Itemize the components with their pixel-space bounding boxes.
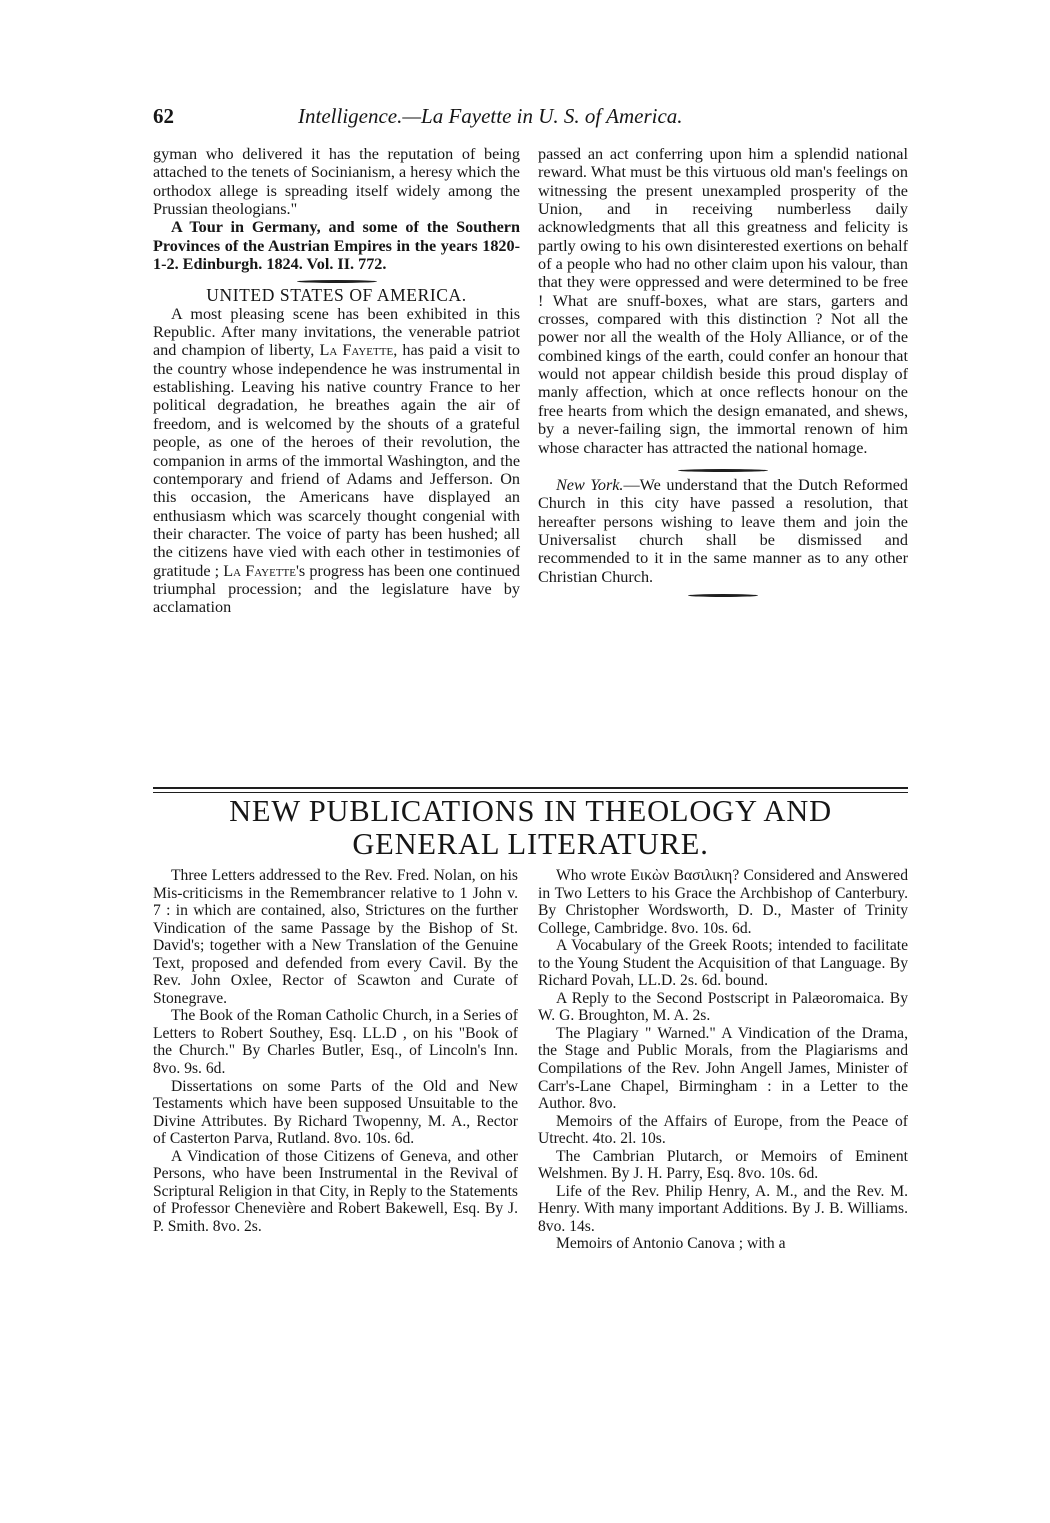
column-left-upper — [153, 145, 520, 617]
publication-entry: Memoirs of the Affairs of Europe, from the Peace of Utrecht. 4to. 2l. 10s. — [538, 1112, 908, 1148]
column-right-publications — [538, 867, 908, 1253]
page-number: 62 — [153, 104, 174, 128]
publication-entry: Three Letters addressed to the Rev. Fred. Nolan, on his Mis-criticisms in the Remembrancer relative to 1 John v. 7 : in which are contained, also, Strictures on the further Vindication of the same Passage by the Bishop of St. David's; together with a New Translation of the Genuine Text, proposed and defended from every Cavil. By the Rev. John Oxlee, Rector of Scawton and Curate of Stonegrave. — [153, 867, 518, 1007]
publication-entry: Life of the Rev. Philip Henry, A. M., and the Rev. M. Henry. With many important Additions. By J. B. Williams. 8vo. 14s. — [538, 1182, 908, 1235]
column-right-upper — [538, 145, 908, 601]
publication-entry: Who wrote Εικὼν Βασιλικη? Considered and Answered in Two Letters to his Grace the Archbishop of Canterbury. By Christopher Wordsworth, D. D., Master of Trinity College, Cambridge. 8vo. 10s. 6d. — [538, 867, 908, 937]
new-york-lead: New York. — [556, 475, 624, 494]
text-run: A most pleasing scene has been exhibited in this Republic. After many invitations, the venerable patriot and champion of liberty, — [153, 304, 520, 360]
publication-entry: Dissertations on some Parts of the Old and New Testaments which have been supposed Unsuitable to the Divine Attributes. By Richard Twopenny, M. A., Rector of Casterton Parva, Rutland. 8vo. 10s. 6d. — [153, 1077, 518, 1148]
publication-entry: A Vindication of those Citizens of Geneva, and other Persons, who have been Instrumental in the Revival of Scriptural Religion in that City, in Reply to the Statements of Professor Chenevière and Robert Bakewell, Esq. By J. P. Smith. 8vo. 2s. — [153, 1147, 518, 1235]
name-la-fayette: La Fayette — [223, 561, 296, 580]
paragraph-la-fayette — [153, 305, 520, 617]
publication-entry: The Book of the Roman Catholic Church, in a Series of Letters to Robert Southey, Esq. LL.D , on his "Book of the Church." By Charles Butler, Esq., of Lincoln's Inn. 8vo. 9s. 6d. — [153, 1007, 518, 1078]
ornament-divider — [153, 277, 520, 285]
publication-entry: The Cambrian Plutarch, or Memoirs of Eminent Welshmen. By J. H. Parry, Esq. 8vo. 10s. 6d. — [538, 1147, 908, 1183]
paragraph-continuation: passed an act conferring upon him a splendid national reward. What must be this virtuous old man's feelings on witnessing the present unexampled prosperity of the Union, and in receiving numberless daily acknowledgments that all this greatness and felicity is partly owing to his own disinterested exertions on behalf of a people who had no other claim upon his valour, than that they were oppressed and were determined to be free ! What are snuff-boxes, what are stars, garters and crosses, compared with this distinction ? Not all the power nor all the wealth of the Holy Alliance, or of the combined kings of the earth, could confer an honour that would not appear childish beside this proud display of manly affection, which at once reflects honour on the free hearts from which the design emanated, and shews, by a never-failing sign, the immortal renown of him whose character has attracted the national homage. — [538, 145, 908, 457]
section-title-line-2: GENERAL LITERATURE. — [352, 827, 709, 861]
publication-entry: A Vocabulary of the Greek Roots; intended to facilitate to the Young Student the Acquisition of that Language. By Richard Povah, LL.D. 2s. 6d. bound. — [538, 937, 908, 990]
section-title-line-1: NEW PUBLICATIONS IN THEOLOGY AND — [229, 794, 832, 828]
text-run: —We understand that the Dutch Reformed Church in this city have passed a resolution, that hereafter persons wishing to leave them and join the Universalist church shall be dismissed and recommended to it in the same manner as to any other Christian Church. — [538, 475, 908, 586]
name-la-fayette: La Fayette — [319, 341, 394, 360]
running-title: Intelligence.—La Fayette in U. S. of America. — [298, 104, 683, 128]
text-run: 's progress has been one continued triumphal procession; and the legislature have by acclamation — [153, 561, 521, 617]
citation-tour-germany: A Tour in Germany, and some of the Southern Provinces of the Austrian Empires in the years 1820-1-2. Edinburgh. 1824. Vol. II. 772. — [153, 218, 520, 274]
double-rule — [153, 787, 908, 793]
ornament-divider — [538, 592, 908, 600]
paragraph-new-york — [538, 476, 908, 586]
text-run: , has paid a visit to the country whose independence he was instrumental in establishing. Leaving his native country France to her political degradation, he breathes again the air of freedom, and is welcomed by the shouts of a grateful people, as one of the heroes of their revolution, the companion in arms of the immortal Washington, and the contemporary and friend of Adams and Jefferson. On this occasion, the Americans have displayed an enthusiasm which was scarcely thought congenial with their character. The voice of party has been hushed; all the citizens have vied with each other in testimonies of gratitude ; — [153, 341, 521, 580]
paragraph-continuation: gyman who delivered it has the reputation of being attached to the tenets of Socinianism, a heresy which the orthodox allege is spreading itself widely among the Prussian theologians." — [153, 145, 520, 219]
page-header — [153, 104, 913, 138]
section-heading-united-states: UNITED STATES OF AMERICA. — [206, 285, 467, 306]
column-left-publications — [153, 867, 518, 1235]
publication-entry: The Plagiary " Warned." A Vindication of the Drama, the Stage and Public Morals, from the Plagiarisms and Compilations of the Rev. John Angell James, Minister of Carr's-Lane Chapel, Birmingham : in a Letter to the Author. 8vo. — [538, 1024, 908, 1113]
publication-entry: A Reply to the Second Postscript in Palæoromaica. By W. G. Broughton, M. A. 2s. — [538, 989, 908, 1025]
section-title — [153, 795, 908, 861]
ornament-divider — [538, 467, 908, 475]
publication-entry: Memoirs of Antonio Canova ; with a — [556, 1235, 786, 1253]
